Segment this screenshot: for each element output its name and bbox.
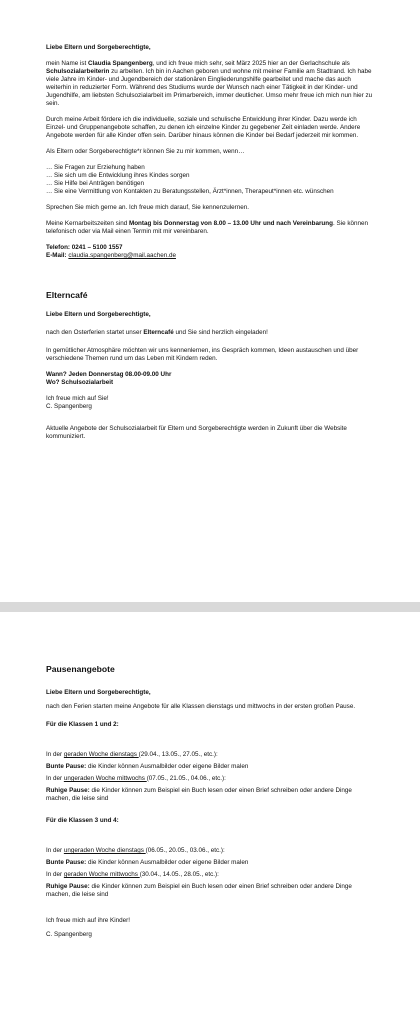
- group-title-1-2: Für die Klassen 1 und 2:: [46, 721, 119, 728]
- pausen-signature: C. Spangenberg: [46, 931, 92, 938]
- section-title-elterncafe: Elterncafé: [46, 290, 88, 300]
- elterncafe-when: Wann? Jeden Donnerstag 08.00-09.00 Uhr: [46, 371, 172, 378]
- document-page-2: [0, 612, 420, 1024]
- schedule-line: In der ungeraden Woche dienstags (06.05., 20.05., 03.06., etc.):: [46, 847, 225, 854]
- author-name: Claudia Spangenberg: [88, 60, 153, 67]
- list-item: … Sie Hilfe bei Anträgen benötigen: [46, 180, 145, 187]
- elterncafe-description: In gemütlicher Atmosphäre möchten wir uns kennenlernen, ins Gespräch kommen, Ideen austauschen und über verschiedene Themen rund um das Leben mit Kindern reden.: [46, 347, 359, 362]
- elterncafe-signature: C. Spangenberg: [46, 403, 92, 410]
- intro-paragraph-1: mein Name ist Claudia Spangenberg, und ich freue mich sehr, seit März 2025 hier an der Gerlachschule als Schulsozialarbeiterin zu arbeiten. Ich bin in Aachen geboren und wohne mit meiner Familie am Stadtrand. Ich habe viele Jahre im Kinder- und Jugendbereich der stationären Eingliederungshilfe gearbeitet und mache das auch weiterhin in reduzierter Form. Während des Studiums wurde der Wunsch nach einer Tätigkeit in der Kinder- und Jugendhilfe, am liebsten Schulsozialarbeit im Primarbereich, immer deutlicher. Umso mehr freue ich mich nun hier zu sein.: [46, 60, 373, 107]
- intro-paragraph-4: Sprechen Sie mich gerne an. Ich freue mich darauf, Sie kennenzulernen.: [46, 204, 250, 211]
- elterncafe-note: Aktuelle Angebote der Schulsozialarbeit für Eltern und Sorgeberechtigte werden in Zukunft über die Website kommuniziert.: [46, 425, 347, 440]
- working-hours: Meine Kernarbeitszeiten sind Montag bis Donnerstag von 8.00 – 13.00 Uhr und nach Vereinbarung. Sie können telefonisch oder via Mail einen Termin mit mir vereinbaren.: [46, 220, 368, 235]
- bunte-pause: Bunte Pause: die Kinder können Ausmalbilder oder eigene Bilder malen: [46, 859, 249, 866]
- intro-paragraph-2: Durch meine Arbeit fördere ich die individuelle, soziale und schulische Entwicklung ihrer Kinder. Dazu werde ich Einzel- und Gruppenangebote schaffen, zu denen ich einzelne Kinder zu gegebener Zeit einladen werde. Andere Angebote werden für alle Kinder offen sein. Darüber hinaus können die Kinder bei Bedarf jederzeit mir kommen.: [46, 116, 361, 139]
- list-item: … Sie Fragen zur Erziehung haben: [46, 164, 145, 171]
- elterncafe-greeting: Liebe Eltern und Sorgeberechtigte,: [46, 311, 151, 318]
- elterncafe-where: Wo? Schulsozialarbeit: [46, 379, 114, 386]
- page-1-content: [46, 44, 376, 441]
- bunte-pause: Bunte Pause: die Kinder können Ausmalbilder oder eigene Bilder malen: [46, 763, 249, 770]
- pausen-greeting: Liebe Eltern und Sorgeberechtigte,: [46, 689, 151, 696]
- group-title-3-4: Für die Klassen 3 und 4:: [46, 817, 119, 824]
- email-line: E-Mail: claudia.spangenberg@mail.aachen.de: [46, 252, 176, 259]
- schedule-line: In der geraden Woche mittwochs (30.04., 14.05., 28.05., etc.):: [46, 871, 219, 878]
- elterncafe-invite: nach den Osterferien startet unser Elterncafé und Sie sind herzlich eingeladen!: [46, 329, 268, 336]
- pausen-closing: Ich freue mich auf ihre Kinder!: [46, 917, 130, 924]
- email-link[interactable]: claudia.spangenberg@mail.aachen.de: [68, 252, 176, 259]
- pausen-intro: nach den Ferien starten meine Angebote für alle Klassen dienstags und mittwochs in der ersten großen Pause.: [46, 703, 356, 710]
- author-role: Schulsozialarbeiterin: [46, 68, 110, 75]
- intro-greeting: Liebe Eltern und Sorgeberechtigte,: [46, 44, 151, 51]
- ruhige-pause: Ruhige Pause: die Kinder können zum Beispiel ein Buch lesen oder einen Brief schreiben oder andere Dinge machen, die leise sind: [46, 883, 352, 898]
- intro-paragraph-3: Als Eltern oder Sorgeberechtigte*r können Sie zu mir kommen, wenn…: [46, 148, 245, 155]
- schedule-line: In der ungeraden Woche mittwochs (07.05., 21.05., 04.06., etc.):: [46, 775, 226, 782]
- page-2-content: [46, 664, 376, 939]
- page-separator: [0, 602, 420, 612]
- schedule-line: In der geraden Woche dienstags (29.04., 13.05., 27.05., etc.):: [46, 751, 218, 758]
- section-title-pausenangebote: Pausenangebote: [46, 664, 115, 674]
- phone-number: Telefon: 0241 – 5100 1557: [46, 244, 123, 251]
- list-item: … Sie sich um die Entwicklung ihres Kindes sorgen: [46, 172, 190, 179]
- reasons-list: [46, 164, 376, 196]
- list-item: … Sie eine Vermittlung von Kontakten zu Beratungsstellen, Ärzt*innen, Therapeut*innen etc. wünschen: [46, 188, 334, 195]
- elterncafe-closing: Ich freue mich auf Sie!: [46, 395, 109, 402]
- ruhige-pause: Ruhige Pause: die Kinder können zum Beispiel ein Buch lesen oder einen Brief schreiben oder andere Dinge machen, die leise sind: [46, 787, 352, 802]
